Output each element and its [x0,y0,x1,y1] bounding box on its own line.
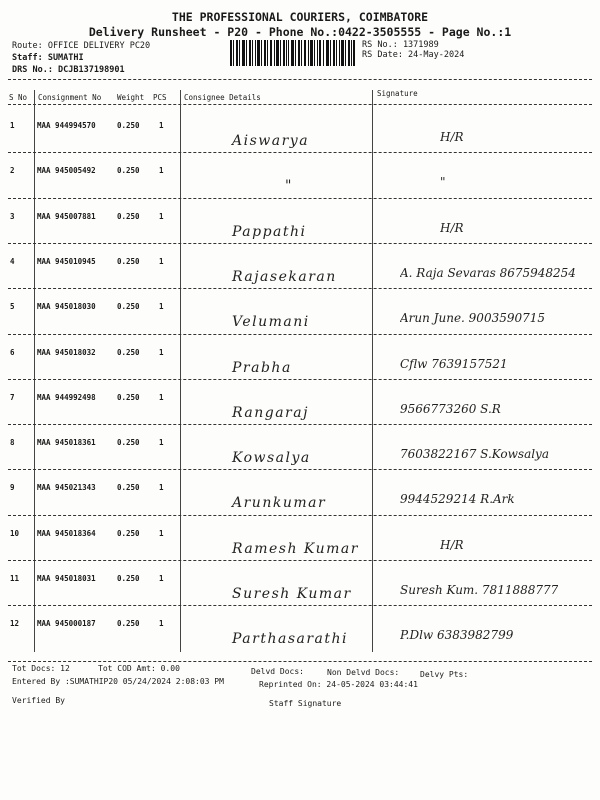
row-pcs: 1 [159,347,164,357]
row-consignee-name: Prabha [232,359,292,376]
row-sno: 2 [10,166,15,176]
row-weight: 0.250 [117,483,140,493]
row-pcs: 1 [159,256,164,266]
row-consignee-name: Kowsalya [232,450,311,467]
row-consignee-name: Arunkumar [232,495,327,512]
row-divider [8,379,592,380]
row-consignee-name: Rajasekaran [232,268,337,285]
row-pcs: 1 [159,211,164,221]
barcode-image [230,40,355,66]
row-signature: 9944529214 R.Ark [400,492,515,507]
staff-label: Staff: SUMATHI [12,53,84,63]
total-docs: Tot Docs: 12 [12,664,70,673]
row-consignment-no: MAA 944992498 [37,392,96,402]
row-signature: H/R [440,130,464,144]
row-consignee-name: Suresh Kumar [232,586,352,602]
row-weight: 0.250 [117,619,140,629]
row-divider [8,560,592,561]
row-sno: 10 [10,528,20,538]
row-consignment-no: MAA 944994570 [37,121,96,130]
row-consignee-name: Aiswarya [232,133,310,149]
row-signature: Suresh Kum. 7811888777 [400,583,559,597]
row-sno: 7 [10,392,15,402]
row-sno: 12 [10,619,20,629]
row-signature: 9566773260 S.R [400,401,501,416]
column-header-signature: Signature [377,89,418,98]
delivered-docs: Delvd Docs: [251,667,304,676]
row-consignment-no: MAA 945005492 [37,166,96,176]
row-consignment-no: MAA 945018032 [37,347,96,357]
row-signature: P.Dlw 6383982799 [400,628,514,643]
row-weight: 0.250 [117,438,140,448]
total-cod-amount: Tot COD Amt: 0.00 [98,664,180,673]
column-header-pcs: PCS [153,93,167,102]
row-signature: Arun June. 9003590715 [400,311,546,326]
row-divider [8,198,592,199]
staff-signature-label: Staff Signature [269,699,342,708]
document-subtitle: Delivery Runsheet - P20 - Phone No.:0422-3505555 - Page No.:1 [88,25,512,39]
row-divider [8,605,592,606]
row-sno: 3 [10,211,15,221]
row-pcs: 1 [159,483,164,493]
row-consignee-name: " [285,178,293,195]
row-pcs: 1 [159,438,164,448]
row-weight: 0.250 [117,392,140,402]
row-pcs: 1 [159,302,164,312]
row-sno: 9 [10,483,15,493]
row-sno: 1 [10,121,15,130]
route-label: Route: OFFICE DELIVERY PC20 [12,41,151,51]
row-weight: 0.250 [117,528,140,538]
row-consignment-no: MAA 945018361 [37,438,96,448]
column-rule [372,90,373,652]
rs-number: RS No.: 1371989 [362,40,439,50]
column-header-consignment: Consignment No [38,93,102,102]
row-consignee-name: Parthasarathi [232,631,349,648]
column-header-sno: S No [9,93,28,102]
row-consignment-no: MAA 945018031 [37,574,96,583]
row-consignment-no: MAA 945000187 [37,619,96,629]
row-consignment-no: MAA 945021343 [37,483,96,493]
reprinted-on: Reprinted On: 24-05-2024 03:44:41 [259,680,418,689]
row-signature: 7603822167 S.Kowsalya [400,447,549,462]
row-pcs: 1 [159,574,164,583]
row-consignee-name: Ramesh Kumar [232,540,359,557]
row-sno: 8 [10,438,15,448]
row-consignee-name: Velumani [232,314,310,331]
row-divider [8,288,592,289]
row-sno: 11 [10,574,20,583]
row-pcs: 1 [159,166,164,176]
document-title: THE PROFESSIONAL COURIERS, COIMBATORE [171,10,429,24]
row-signature: " [440,175,446,190]
row-divider [8,469,592,470]
column-header-consignee: Consignee Details [184,93,261,102]
verified-by-label: Verified By [12,696,65,705]
row-weight: 0.250 [117,166,140,176]
row-divider [8,152,592,153]
row-divider [8,424,592,425]
row-weight: 0.250 [117,347,140,357]
entered-by: Entered By :SUMATHIP20 05/24/2024 2:08:03 PM [12,677,224,686]
row-signature: H/R [440,537,464,552]
row-sno: 5 [10,302,15,312]
column-header-weight: Weight [117,93,145,102]
footer-divider [8,661,592,662]
row-sno: 4 [10,256,15,266]
row-consignment-no: MAA 945018364 [37,528,96,538]
column-header-divider [8,104,592,105]
delivery-points: Delvy Pts: [420,670,469,679]
rs-date: RS Date: 24-May-2024 [362,50,465,60]
row-consignment-no: MAA 945018030 [37,302,96,312]
row-weight: 0.250 [117,256,140,266]
row-pcs: 1 [159,619,164,629]
row-pcs: 1 [159,392,164,402]
row-signature: H/R [440,220,464,235]
row-divider [8,515,592,516]
row-weight: 0.250 [117,302,140,312]
column-rule [34,90,35,652]
row-pcs: 1 [159,121,164,130]
row-consignee-name: Rangaraj [232,404,309,421]
drs-number: DRS No.: DCJB137198901 [12,65,125,75]
row-weight: 0.250 [117,574,140,583]
column-rule [180,90,181,652]
header-divider [8,79,592,80]
row-signature: Cflw 7639157521 [400,356,508,371]
row-consignee-name: Pappathi [232,223,307,240]
non-delivered-docs: Non Delvd Docs: [327,668,400,677]
row-consignment-no: MAA 945010945 [37,256,96,266]
row-weight: 0.250 [117,121,140,130]
row-weight: 0.250 [117,211,140,221]
row-signature: A. Raja Sevaras 8675948254 [400,265,576,280]
row-divider [8,334,592,335]
row-sno: 6 [10,347,15,357]
row-pcs: 1 [159,528,164,538]
row-divider [8,243,592,244]
row-consignment-no: MAA 945007881 [37,211,96,221]
